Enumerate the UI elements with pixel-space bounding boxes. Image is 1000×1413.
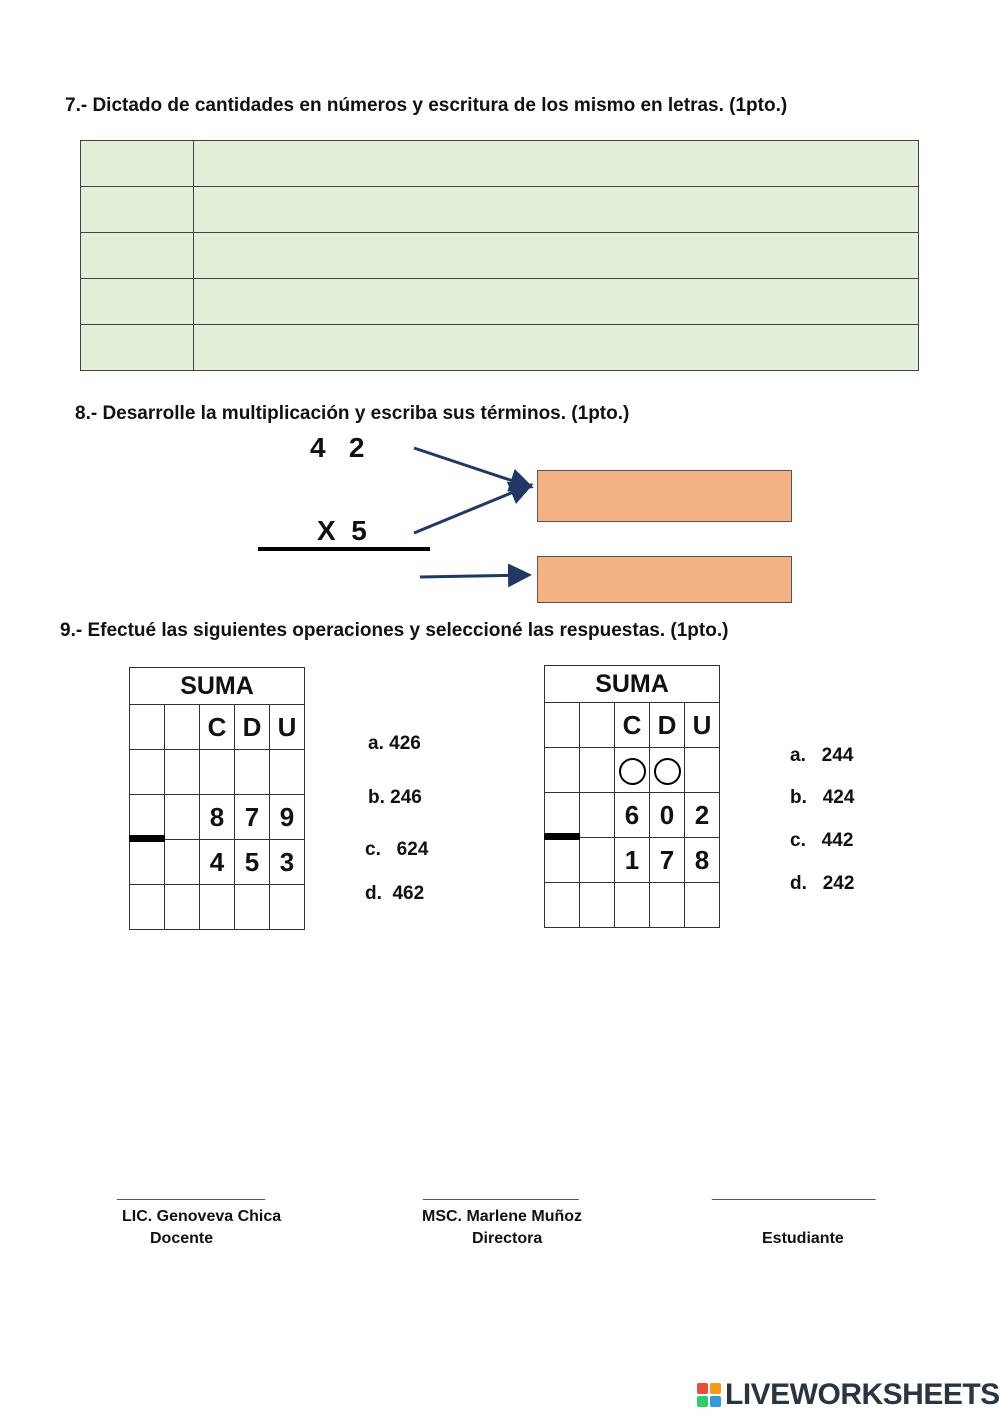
logo-squares-icon <box>697 1383 721 1407</box>
result-cell[interactable] <box>270 885 305 930</box>
borrow-cell[interactable] <box>165 750 200 795</box>
grid-2-option-d[interactable]: d. 242 <box>790 873 855 894</box>
borrow-cell[interactable] <box>130 750 165 795</box>
grid-2-option-b[interactable]: b. 424 <box>790 787 855 808</box>
header-decenas: D <box>235 705 270 750</box>
operator-cell <box>545 838 580 883</box>
result-cell[interactable] <box>650 883 685 928</box>
result-cell[interactable] <box>235 885 270 930</box>
multiplicand: 4 2 <box>310 432 365 463</box>
minuend-digit: 2 <box>685 793 720 838</box>
dictation-table <box>80 140 919 371</box>
grid-cell <box>130 795 165 840</box>
minuend-digit: 0 <box>650 793 685 838</box>
liveworksheets-logo <box>697 1378 1000 1412</box>
grid-cell <box>130 705 165 750</box>
borrow-cell[interactable] <box>580 748 615 793</box>
term-arrows <box>400 440 540 590</box>
words-cell[interactable] <box>194 141 919 187</box>
minuend-digit: 8 <box>200 795 235 840</box>
words-cell[interactable] <box>194 233 919 279</box>
borrow-circle-icon[interactable] <box>654 758 681 785</box>
table-row <box>81 187 919 233</box>
subtrahend-digit: 4 <box>200 840 235 885</box>
result-cell[interactable] <box>200 885 235 930</box>
operator-cell <box>130 840 165 885</box>
minuend-digit: 6 <box>615 793 650 838</box>
borrow-circle-icon[interactable] <box>619 758 646 785</box>
logo-square <box>710 1383 721 1394</box>
grid-cell <box>165 840 200 885</box>
subtrahend-digit: 3 <box>270 840 305 885</box>
grid-title: SUMA <box>545 666 720 703</box>
question-7-title: 7.- Dictado de cantidades en números y escritura de los mismo en letras. (1pto.) <box>65 95 788 116</box>
number-cell[interactable] <box>81 187 194 233</box>
question-8-title: 8.- Desarrolle la multiplicación y escriba sus términos. (1pto.) <box>75 403 630 424</box>
grid-1-option-a[interactable]: a. 426 <box>368 733 421 754</box>
header-unidades: U <box>685 703 720 748</box>
signature-role-directora: Directora <box>472 1230 543 1247</box>
grid-2-option-c[interactable]: c. 442 <box>790 830 854 851</box>
number-cell[interactable] <box>81 279 194 325</box>
result-cell[interactable] <box>615 883 650 928</box>
minuend-digit: 7 <box>235 795 270 840</box>
subtraction-grid-2 <box>544 665 720 928</box>
result-cell[interactable] <box>165 885 200 930</box>
result-cell[interactable] <box>580 883 615 928</box>
signature-line-directora: ____________________ <box>423 1184 579 1200</box>
signature-role-estudiante: Estudiante <box>762 1230 844 1247</box>
borrow-cell[interactable] <box>200 750 235 795</box>
logo-square <box>697 1383 708 1394</box>
grid-cell <box>580 703 615 748</box>
number-cell[interactable] <box>81 233 194 279</box>
result-cell[interactable] <box>685 883 720 928</box>
grid-cell <box>545 793 580 838</box>
subtraction-grid-1 <box>129 667 305 930</box>
words-cell[interactable] <box>194 187 919 233</box>
multiplier: X 5 <box>317 515 367 546</box>
number-cell[interactable] <box>81 141 194 187</box>
grid-cell <box>580 838 615 883</box>
grid-title: SUMA <box>130 668 305 705</box>
question-9-title: 9.- Efectué las siguientes operaciones y seleccioné las respuestas. (1pto.) <box>60 620 729 641</box>
grid-cell <box>165 795 200 840</box>
borrow-cell[interactable] <box>685 748 720 793</box>
borrow-cell[interactable] <box>650 748 685 793</box>
table-row <box>81 279 919 325</box>
table-row <box>81 141 919 187</box>
factors-answer-box[interactable] <box>537 470 792 522</box>
minuend-digit: 9 <box>270 795 305 840</box>
grid-1-option-c[interactable]: c. 624 <box>365 839 429 860</box>
arrow-multiplicand <box>414 448 528 486</box>
grid-cell <box>165 705 200 750</box>
grid-cell <box>545 703 580 748</box>
signature-line-estudiante: _____________________ <box>712 1184 876 1200</box>
header-centenas: C <box>200 705 235 750</box>
result-cell[interactable] <box>545 883 580 928</box>
arrow-product <box>420 575 526 577</box>
signature-line-docente: ___________________ <box>117 1184 265 1200</box>
signature-name-docente: LIC. Genoveva Chica <box>122 1208 282 1225</box>
product-answer-box[interactable] <box>537 556 792 603</box>
subtrahend-digit: 7 <box>650 838 685 883</box>
signature-role-docente: Docente <box>150 1230 214 1247</box>
minus-sign <box>544 833 580 840</box>
borrow-cell[interactable] <box>545 748 580 793</box>
header-centenas: C <box>615 703 650 748</box>
subtrahend-digit: 1 <box>615 838 650 883</box>
words-cell[interactable] <box>194 325 919 371</box>
grid-2-option-a[interactable]: a. 244 <box>790 745 854 766</box>
arrow-multiplier <box>414 486 528 533</box>
table-row <box>81 325 919 371</box>
minus-sign <box>129 835 165 842</box>
logo-square <box>697 1396 708 1407</box>
subtrahend-digit: 8 <box>685 838 720 883</box>
table-row <box>81 233 919 279</box>
logo-square <box>710 1396 721 1407</box>
brand-name: LIVEWORKSHEETS <box>725 1378 1000 1411</box>
header-unidades: U <box>270 705 305 750</box>
result-cell[interactable] <box>130 885 165 930</box>
grid-cell <box>580 793 615 838</box>
borrow-cell[interactable] <box>270 750 305 795</box>
signature-name-directora: MSC. Marlene Muñoz <box>422 1208 583 1225</box>
borrow-cell[interactable] <box>235 750 270 795</box>
grid-1-option-b[interactable]: b. 246 <box>368 787 422 808</box>
subtrahend-digit: 5 <box>235 840 270 885</box>
borrow-cell[interactable] <box>615 748 650 793</box>
words-cell[interactable] <box>194 279 919 325</box>
header-decenas: D <box>650 703 685 748</box>
number-cell[interactable] <box>81 325 194 371</box>
grid-1-option-d[interactable]: d. 462 <box>365 883 425 904</box>
